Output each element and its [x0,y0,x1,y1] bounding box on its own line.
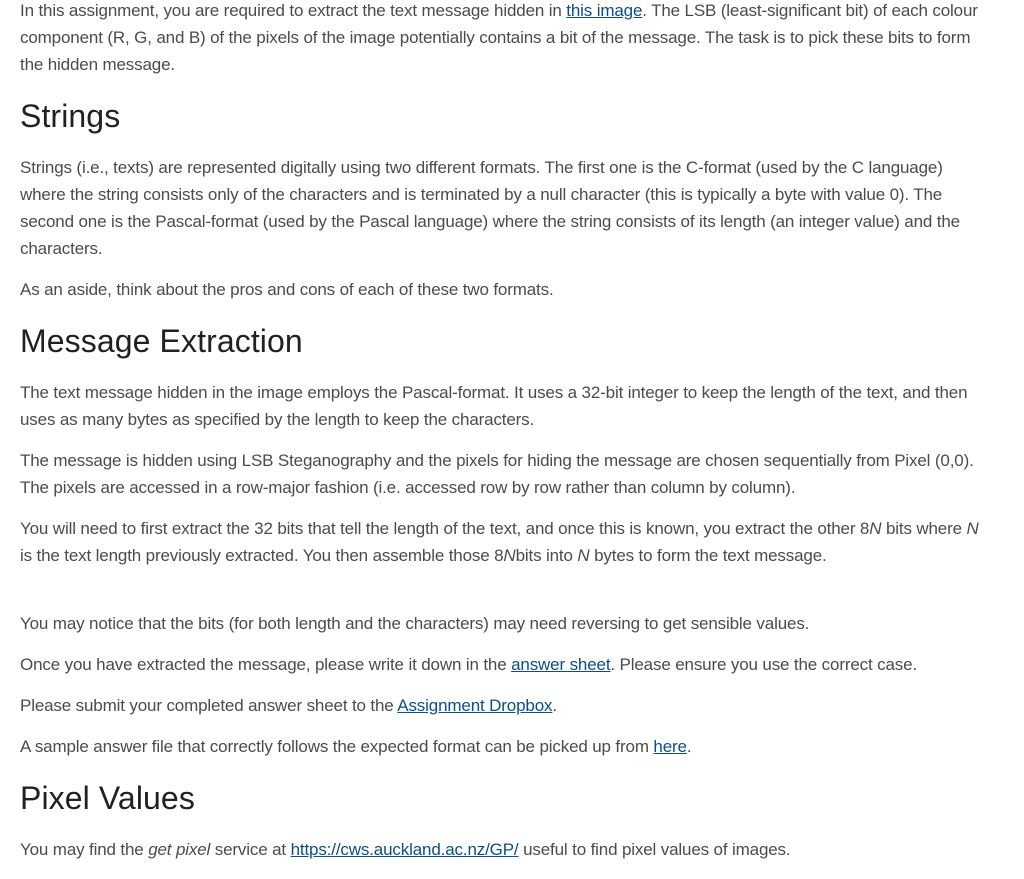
extraction-format-paragraph: The text message hidden in the image employs the Pascal-format. It uses a 32-bit integer to keep the length of the text, and then uses as many bytes as specified by the length to keep the characters. [20,383,968,429]
this-image-link[interactable]: this image [566,1,643,20]
extraction-lsb-paragraph: The message is hidden using LSB Steganography and the pixels for hiding the message are chosen sequentially from Pixel (0,0). The pixels are accessed in a row-major fashion (i.e. accessed row by row rather than column by column). [20,451,974,497]
intro-paragraph [20,0,984,78]
assignment-dropbox-link[interactable]: Assignment Dropbox [397,696,553,715]
sample-answer-here-link[interactable]: here [653,737,687,756]
dropbox-paragraph: Please submit your completed answer sheet to the Assignment Dropbox. [20,696,557,715]
pixel-values-heading: Pixel Values [20,780,195,816]
message-extraction-heading: Message Extraction [20,323,303,359]
extraction-reverse-paragraph: You may notice that the bits (for both length and the characters) may need reversing to get sensible values. [20,614,810,633]
sample-answer-paragraph: A sample answer file that correctly follows the expected format can be picked up from here. [20,737,692,756]
pixel-values-paragraph: You may find the get pixel service at https://cws.auckland.ac.nz/GP/ useful to find pixel values of images. [20,840,791,859]
answer-sheet-paragraph: Once you have extracted the message, please write it down in the answer sheet. Please ensure you use the correct case. [20,655,918,674]
strings-paragraph: Strings (i.e., texts) are represented digitally using two different formats. The first one is the C-format (used by the C language) where the string consists only of the characters and is terminated by a null character (this is typically a byte with value 0). The second one is the Pascal-format (used by the Pascal language) where the string consists of its length (an integer value) and the characters. [20,158,960,258]
strings-heading: Strings [20,98,121,134]
extraction-bits-paragraph: You will need to first extract the 32 bits that tell the length of the text, and once this is known, you extract the other 8N bits where N is the text length previously extracted. You then assemble those 8Nbits into N bytes to form the text message. [20,519,979,565]
intro-text: In this assignment, you are required to extract the text message hidden in [20,1,567,20]
get-pixel-service-link[interactable]: https://cws.auckland.ac.nz/GP/ [290,840,519,859]
intro-text-cont: . The LSB (least-significant bit) of each colour component (R, G, and B) of the pixels of the image potentially contains a bit of the message. The task is to pick these bits to form the hidden message. [20,1,978,74]
strings-aside-paragraph: As an aside, think about the pros and cons of each of these two formats. [20,280,554,299]
answer-sheet-link[interactable]: answer sheet [511,655,611,674]
